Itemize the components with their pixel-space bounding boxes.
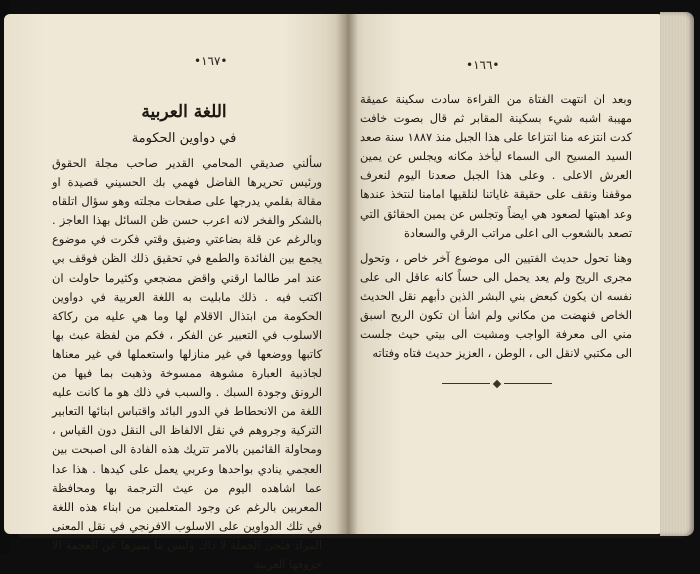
right-paragraph-2: وهنا تحول حديث الفتيين الى موضوع آخر خاص ، وتحول مجرى الريح ولم يعد يحمل الى حساً كانه عاقل الى على نفسه ان يكون كبعض بني البشر الذين دأبهم نقل الحديث الخاص فنهضت من مكاني ولم اشأ ان تكون الريح اسبق مني الى معرفة الواجب ومشيت الى بيتي حيث جلست الى مكتبي لانقل الى ، الوطن ، العزيز حديث فتاه وفتاته bbox=[360, 250, 632, 361]
right-paragraph-1: وبعد ان انتهت الفتاة من القراءة سادت سكينة عميقة مهيبة اشبه شيء بسكينة المقابر ثم قال بصوت خافت كدت انتزعه منا انتزاعا على هذا الجبل منذ ١٨٨٧ سنة صعد السيد المسيح الى السماء ليأخذ مكانه ويجلس عن يمين العرش الاعلى . وعلى هذا الجبل صعدنا اليوم لنعرف موقفنا ونقف على حقيقة غاياتنا لنلقيها امامنا لنتخذ عندها وعد اهبتها لصعود هي ايضاً وتجلس عن يمين الحقائق التي تصعد بالشعوب الى اعلى مراتب الرقي والسعادة bbox=[360, 92, 632, 240]
left-page-number: •١٦٧• bbox=[194, 54, 228, 68]
right-page-number: •١٦٦• bbox=[466, 58, 500, 72]
divider-diamond bbox=[493, 380, 501, 388]
left-page-body: سألني صديقي المحامي القدير صاحب مجلة الحقوق ورئيس تحريرها الفاضل فهمي بك الحسيني قصيدة او مقالة بقلمي يدرجها على صفحات مجلته وهو سؤال اتلقاه بالشكر والفخر لانه اعرب حسن ظن السائل بهذا العاجز . وبالرغم عن قلة بضاعتي وضيق وقتي فكرت في موضوع يجمع بين الفائدة والطمع في تحقيق ذلك الظن فوقف بي عند امر طالما ارقني واقض مضجعي وكثيرما حاولت ان اكتب فيه . ذلك مابليت به اللغة العربية في دواوين الحكومة من ابتذال الاقلام لها وما هي عليه من ركاكة الاسلوب في التعبير عن الفكر ، فكم من لفظة عبث بها كاتبها ووضعها في غير منازلها واستعملها في غير معناها لجاذبية العبارة مشوهة ممسوخة وذهبت بما فيها من الرونق وجودة السبك . والسبب في ذلك هو ما كانت عليه اللغة من الانحطاط في الدور البائد واقتباس ابنائها التعابير التركية وجروهم في نقل الالفاظ الى النقل دون القياس ، ومحاولة القائمين بالامر تتريك هذه الفادة الى اصبحت بين العجمي ينادي بواحدها وعربي يعمل على كيدها . هذا عدا عما اشاهده اليوم من عيث الترجمة بها ومحافظة المعربين بالرغم عن وجود المتعلمين من ابناء هذه اللغة في تلك الدواوين على الاسلوب الافرنجي في نقل المعنى المراد فتجئ الجملة لا ذاك وليس ما يميزها عن العجمة الا حروفها العربية bbox=[52, 156, 322, 571]
right-page-body bbox=[360, 90, 632, 363]
right-page bbox=[346, 14, 662, 534]
section-divider-ornament bbox=[442, 381, 552, 387]
article-title: اللغة العربية bbox=[141, 102, 227, 122]
page-edges bbox=[660, 12, 694, 536]
left-page bbox=[4, 14, 346, 571]
divider-line bbox=[442, 383, 490, 384]
article-subtitle: في دواوين الحكومة bbox=[131, 131, 237, 146]
book-gutter bbox=[336, 14, 358, 534]
divider-line bbox=[504, 383, 552, 384]
